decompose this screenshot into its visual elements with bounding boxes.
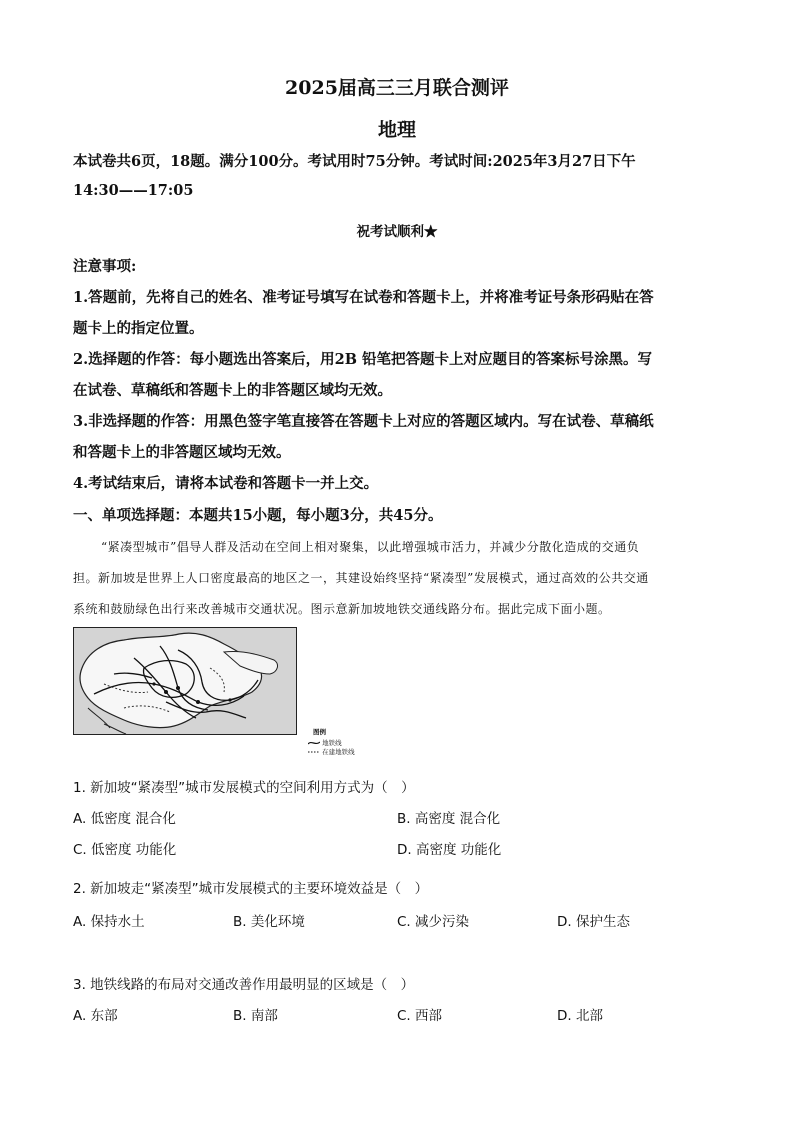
question-1-option-a[interactable]: A. 低密度 混合化 bbox=[73, 811, 176, 827]
subject-title: 地理 bbox=[377, 119, 416, 141]
note-3-line1: 3.非选择题的作答：用黑色签字笔直接答在答题卡上对应的答题区域内。写在试卷、草稿纸 bbox=[73, 413, 654, 430]
question-1-option-c[interactable]: C. 低密度 功能化 bbox=[73, 842, 177, 858]
good-luck-text: 祝考试顺利★ bbox=[356, 224, 438, 240]
construction-line-icon bbox=[308, 749, 320, 755]
note-1-line2: 题卡上的指定位置。 bbox=[73, 320, 204, 337]
map-legend-title: 图例 bbox=[313, 728, 326, 736]
question-3-option-b[interactable]: B. 南部 bbox=[233, 1008, 278, 1024]
map-legend-metro bbox=[308, 738, 342, 747]
exam-info-line1: 本试卷共6页，18题。满分100分。考试用时75分钟。考试时间:2025年3月27日下午 bbox=[73, 153, 636, 170]
question-2-option-d[interactable]: D. 保护生态 bbox=[557, 914, 630, 930]
note-4: 4.考试结束后，请将本试卷和答题卡一并上交。 bbox=[73, 475, 379, 492]
note-2-line2: 在试卷、草稿纸和答题卡上的非答题区域均无效。 bbox=[73, 382, 392, 399]
exam-info-line2: 14:30——17:05 bbox=[73, 182, 194, 199]
legend-construction-label: 在建地铁线 bbox=[322, 748, 355, 756]
question-3-option-a[interactable]: A. 东部 bbox=[73, 1008, 118, 1024]
note-2-line1: 2.选择题的作答：每小题选出答案后，用2B 铅笔把答题卡上对应题目的答案标号涂黑。写 bbox=[73, 351, 653, 368]
intro-line3: 系统和鼓励绿色出行来改善城市交通状况。图示意新加坡地铁交通线路分布。据此完成下面小题。 bbox=[73, 602, 611, 616]
notes-heading: 注意事项: bbox=[73, 258, 137, 275]
map-legend-construction bbox=[308, 747, 355, 756]
intro-line1: “紧凑型城市”倡导人群及活动在空间上相对聚集，以此增强城市活力，并减少分散化造成的交通负 bbox=[101, 540, 640, 554]
intro-line2: 担。新加坡是世界上人口密度最高的地区之一，其建设始终坚持“紧凑型”发展模式，通过高效的公共交通 bbox=[73, 571, 649, 585]
note-1-line1: 1.答题前，先将自己的姓名、准考证号填写在试卷和答题卡上，并将准考证号条形码贴在答 bbox=[73, 289, 654, 306]
note-3-line2: 和答题卡上的非答题区域均无效。 bbox=[73, 444, 291, 461]
question-1-option-d[interactable]: D. 高密度 功能化 bbox=[397, 842, 502, 858]
singapore-metro-map bbox=[73, 627, 297, 735]
section-heading: 一、单项选择题：本题共15小题，每小题3分，共45分。 bbox=[73, 507, 443, 524]
map-drawing bbox=[74, 628, 296, 734]
question-1-stem: 1. 新加坡“紧凑型”城市发展模式的空间利用方式为（ ） bbox=[73, 780, 415, 796]
legend-metro-label: 地铁线 bbox=[322, 739, 342, 747]
metro-line-icon bbox=[308, 740, 320, 746]
question-1-option-b[interactable]: B. 高密度 混合化 bbox=[397, 811, 501, 827]
question-2-stem: 2. 新加坡走“紧凑型”城市发展模式的主要环境效益是（ ） bbox=[73, 881, 429, 897]
question-3-stem: 3. 地铁线路的布局对交通改善作用最明显的区域是（ ） bbox=[73, 977, 415, 993]
question-2-option-b[interactable]: B. 美化环境 bbox=[233, 914, 305, 930]
question-3-option-d[interactable]: D. 北部 bbox=[557, 1008, 603, 1024]
question-2-option-a[interactable]: A. 保持水土 bbox=[73, 914, 145, 930]
exam-title: 2025届高三三月联合测评 bbox=[285, 77, 509, 99]
question-3-option-c[interactable]: C. 西部 bbox=[397, 1008, 443, 1024]
question-2-option-c[interactable]: C. 减少污染 bbox=[397, 914, 470, 930]
